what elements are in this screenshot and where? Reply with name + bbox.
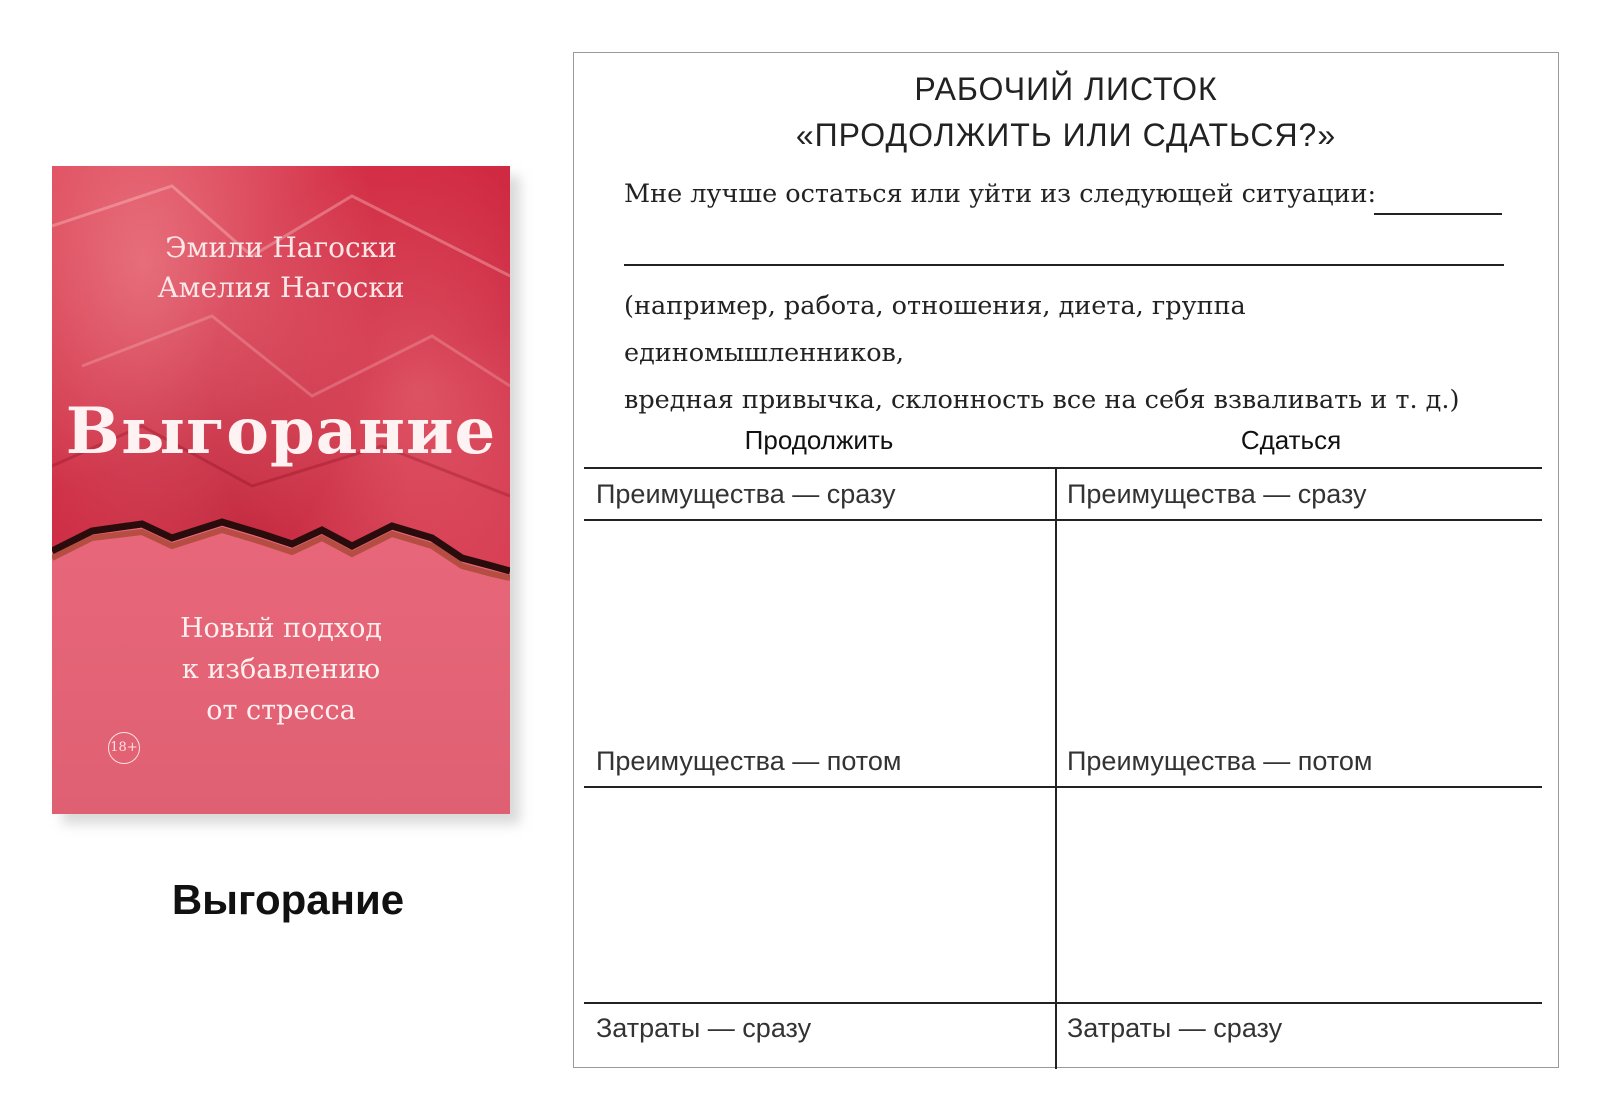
table-rule <box>584 786 1542 788</box>
worksheet-examples <box>624 283 1524 424</box>
cell-label: Преимущества — сразу <box>1067 479 1367 509</box>
answer-blank <box>1374 213 1502 215</box>
table-header-rule <box>584 467 1542 469</box>
cell-label: Преимущества — потом <box>596 746 902 776</box>
book-subtitle-line: от стресса <box>206 695 356 726</box>
worksheet-prompt: Мне лучше остаться или уйти из следующей ситуации: <box>624 179 1377 209</box>
book-subtitle <box>52 608 510 731</box>
cell-label: Затраты — сразу <box>596 1013 812 1043</box>
book-subtitle-line: Новый подход <box>179 613 383 644</box>
table-rule <box>584 1002 1542 1004</box>
book-author: Амелия Нагоски <box>157 271 405 304</box>
book-title: Выгорание <box>65 394 497 469</box>
cell-label: Затраты — сразу <box>1067 1013 1283 1043</box>
examples-line: (например, работа, отношения, диета, группа единомышленников, <box>624 291 1246 368</box>
cell-label: Преимущества — сразу <box>596 479 896 509</box>
book-caption: Выгорание <box>171 876 405 923</box>
book-cover-image <box>52 166 510 814</box>
column-header-continue: Продолжить <box>744 425 894 455</box>
table-rule <box>584 519 1542 521</box>
worksheet <box>573 52 1559 1068</box>
book-subtitle-line: к избавлению <box>181 654 381 685</box>
cell-label: Преимущества — потом <box>1067 746 1373 776</box>
worksheet-title: РАБОЧИЙ ЛИСТОК <box>914 71 1218 107</box>
book-author: Эмили Нагоски <box>165 231 397 264</box>
table-column-divider <box>1055 467 1057 1069</box>
column-header-give-up: Сдаться <box>1240 425 1342 455</box>
answer-line <box>624 264 1504 266</box>
age-rating-badge: 18+ <box>108 732 140 764</box>
book-cover <box>52 166 510 814</box>
book-authors <box>52 228 510 308</box>
worksheet-subtitle: «ПРОДОЛЖИТЬ ИЛИ СДАТЬСЯ?» <box>795 117 1337 153</box>
examples-line: вредная привычка, склонность все на себя взваливать и т. д.) <box>624 385 1460 415</box>
